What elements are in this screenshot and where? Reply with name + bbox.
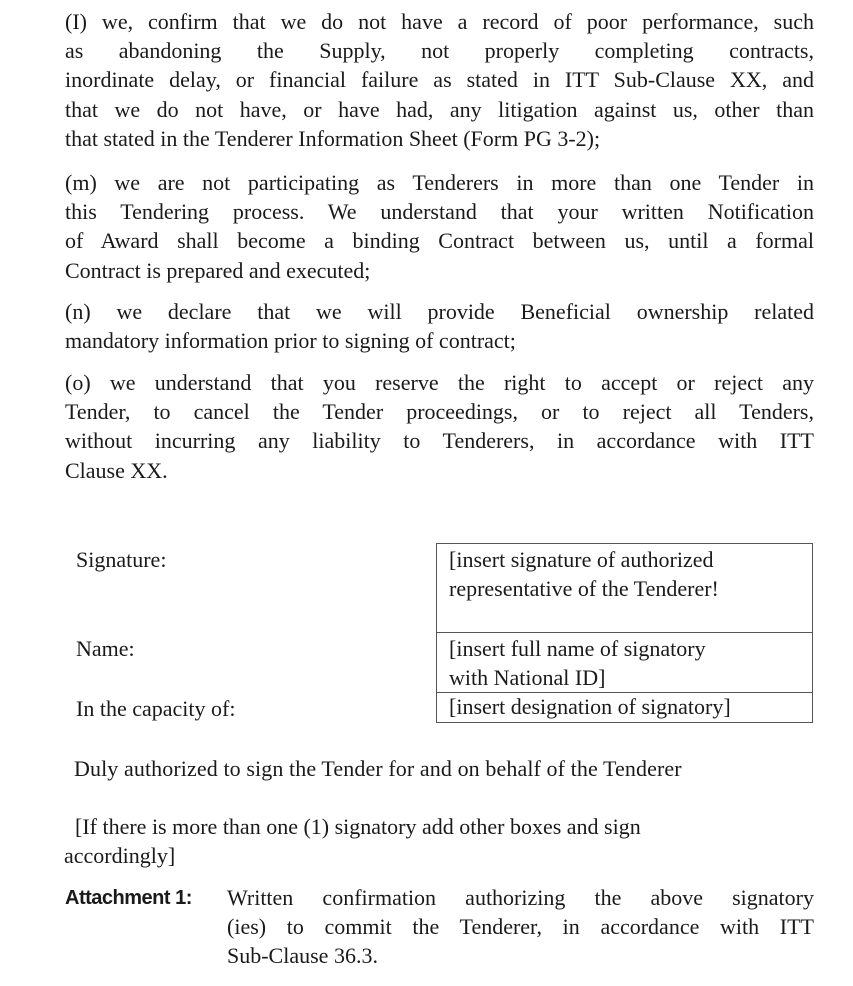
- clause-line: that we do not have, or have had, any litigation against us, other than: [65, 96, 814, 122]
- clause-line: as abandoning the Supply, not properly completing contracts,: [65, 38, 814, 64]
- clause-line: Tender, to cancel the Tender proceedings, or to reject all Tenders,: [65, 399, 814, 425]
- clause-line: without incurring any liability to Tenderers, in accordance with ITT: [65, 428, 814, 454]
- signature-label: Signature:: [76, 547, 167, 572]
- attachment-line: Sub-Clause 36.3.: [227, 943, 378, 969]
- name-label: Name:: [76, 636, 135, 661]
- clause-n: [65, 297, 814, 355]
- capacity-label: In the capacity of:: [76, 696, 236, 721]
- name-field-line: [insert full name of signatory: [449, 636, 706, 661]
- clause-line: (n) we declare that we will provide Beneficial ownership related: [65, 299, 814, 324]
- clause-line: this Tendering process. We understand that your written Notification: [65, 199, 814, 225]
- clause-line: mandatory information prior to signing of contract;: [65, 328, 516, 354]
- clause-line: of Award shall become a binding Contract between us, until a formal: [65, 228, 814, 254]
- clause-l: [65, 7, 814, 153]
- clause-line: (o) we understand that you reserve the right to accept or reject any: [65, 370, 814, 395]
- clause-line: that stated in the Tenderer Information Sheet (Form PG 3-2);: [65, 125, 601, 151]
- clause-line: inordinate delay, or financial failure as stated in ITT Sub-Clause XX, and: [65, 67, 814, 93]
- clause-line: (m) we are not participating as Tenderers in more than one Tender in: [65, 170, 814, 195]
- clause-m: [65, 168, 814, 285]
- attachment-line: (ies) to commit the Tenderer, in accordance with ITT: [227, 914, 814, 940]
- signature-field[interactable]: [437, 544, 812, 633]
- clause-line: Contract is prepared and executed;: [65, 257, 371, 283]
- clause-o: [65, 368, 814, 485]
- capacity-field-text: [insert designation of signatory]: [449, 694, 731, 719]
- authorization-text: Duly authorized to sign the Tender for and on behalf of the Tenderer: [74, 756, 682, 781]
- signature-table: [436, 543, 813, 723]
- capacity-field[interactable]: [437, 693, 812, 722]
- name-field[interactable]: [437, 633, 812, 693]
- name-field-line: with National ID]: [449, 665, 606, 690]
- attachment-text: [227, 883, 814, 971]
- signature-field-line: [insert signature of authorized: [449, 547, 714, 572]
- clause-line: (I) we, confirm that we do not have a record of poor performance, such: [65, 9, 814, 34]
- clause-line: Clause XX.: [65, 457, 168, 483]
- multiple-signatory-note-line1: [If there is more than one (1) signatory add other boxes and sign: [75, 814, 641, 839]
- multiple-signatory-note-line2: accordingly]: [64, 843, 176, 868]
- attachment-label: Attachment 1:: [65, 887, 192, 909]
- attachment-line: Written confirmation authorizing the above signatory: [227, 885, 814, 910]
- signature-field-line: representative of the Tenderer!: [449, 576, 719, 601]
